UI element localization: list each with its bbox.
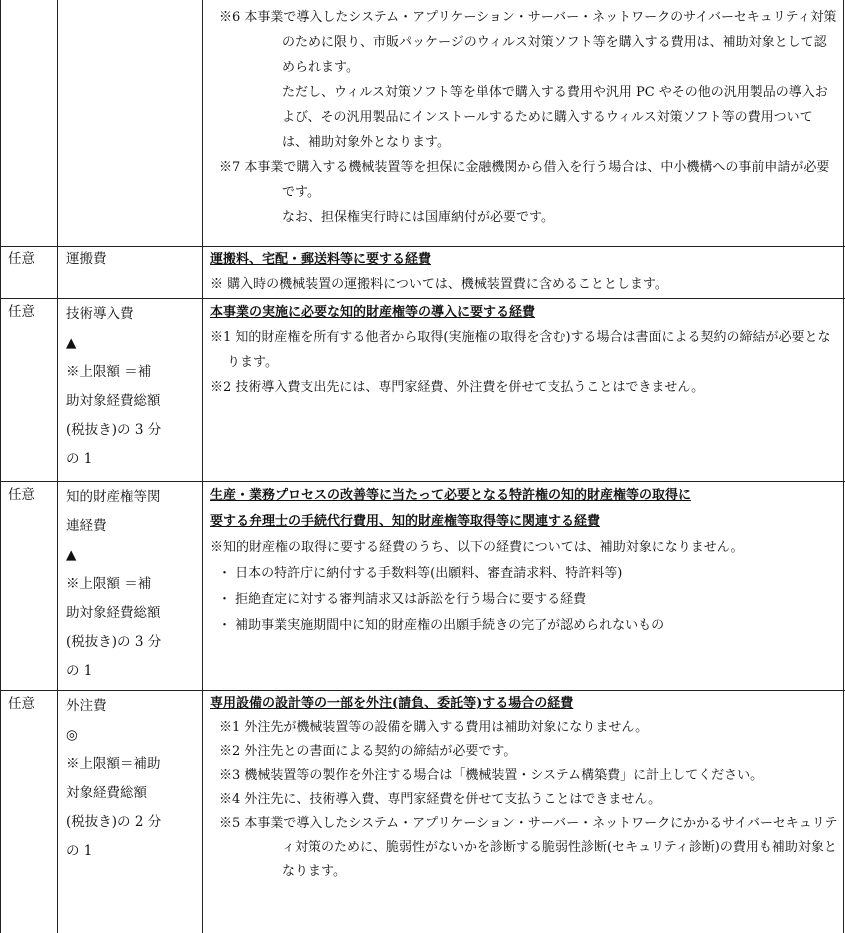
note-4: ※4 外注先に、技術導入費、専門家経費を併せて支払うことはできません。: [219, 792, 662, 807]
note-6: ※6 本事業で導入したシステム・アプリケーション・サーバー・ネットワークのサイバーセキュリティ対策のために限り、市販パッケージのウィルス対策ソフト等を購入する費用は、補助対象として認められます。: [219, 10, 837, 75]
table-row-ip-related: [210, 483, 838, 639]
table-border-right: [843, 0, 844, 933]
category-transport: 運搬費: [66, 251, 107, 267]
level-label: 任意: [8, 696, 35, 712]
category-technology-introduction: 技術導入費 ▲ ※上限額 ＝補 助対象経費総額 (税抜き)の 3 分 の 1: [66, 300, 200, 474]
row-title: 運搬料、宅配・郵送料等に要する経費: [210, 252, 432, 267]
note-6-continued: ただし、ウィルス対策ソフト等を単体で購入する費用や汎用 PC やその他の汎用製品の導入および、その汎用製品にインストールするために購入するウィルス対策ソフト等の費用ついては、補助対象外となります。: [282, 85, 828, 150]
column-divider-category: [202, 0, 203, 933]
category-outsourcing: 外注費 ◎ ※上限額＝補助 対象経費総額 (税抜き)の 2 分 の 1: [66, 692, 200, 866]
row-divider: [0, 298, 845, 299]
note: ※ 購入時の機械装置の運搬料については、機械装置費に含めることとします。: [210, 277, 668, 292]
row-title: 専用設備の設計等の一部を外注(請負、委託等)する場合の経費: [210, 696, 574, 711]
note-2: ※2 外注先との書面による契約の締結が必要です。: [219, 744, 517, 759]
row-divider: [0, 481, 845, 482]
category-ip-related: 知的財産権等関 連経費 ▲ ※上限額 ＝補 助対象経費総額 (税抜き)の 3 分 の 1: [66, 483, 200, 686]
row-title-line-1: 生産・業務プロセスの改善等に当たって必要となる特許権の知的財産権等の取得に: [210, 488, 692, 503]
table-row-transport: [210, 247, 838, 297]
list-item: ・ 補助事業実施期間中に知的財産権の出願手続きの完了が認められないもの: [218, 618, 665, 633]
row-title-line-2: 要する弁理士の手続代行費用、知的財産権等取得等に関連する経費: [210, 514, 601, 529]
triangle-marker: ▲: [66, 547, 77, 563]
list-item: ・ 拒絶査定に対する審判請求又は訴訟を行う場合に要する経費: [218, 592, 587, 607]
row-title: 本事業の実施に必要な知的財産権等の導入に要する経費: [210, 305, 536, 320]
note: ※知的財産権の取得に要する経費のうち、以下の経費については、補助対象になりません。: [210, 540, 744, 555]
list-item: ・ 日本の特許庁に納付する手数料等(出願料、審査請求料、特許料等): [218, 566, 623, 581]
row-divider: [0, 690, 845, 691]
column-divider-level: [57, 0, 58, 933]
note-1: ※1 外注先が機械装置等の設備を購入する費用は補助対象になりません。: [219, 720, 649, 735]
table-row-technology-introduction: [210, 300, 838, 400]
note-1: ※1 知的財産権を所有する他者から取得(実施権の取得を含む)する場合は書面による契約の締結が必要となります。: [210, 330, 831, 370]
double-circle-marker: ◎: [66, 727, 78, 743]
note-7: ※7 本事業で購入する機械装置等を担保に金融機関から借入を行う場合は、中小機構への事前申請が必要です。: [219, 160, 830, 200]
table-row-outsourcing: [210, 692, 838, 884]
note-5: ※5 本事業で導入したシステム・アプリケーション・サーバー・ネットワークにかかるサイバーセキュリティ対策のために、脆弱性がないかを診断する脆弱性診断(セキュリティ診断)の費用も補助対象となります。: [219, 816, 838, 879]
note-2: ※2 技術導入費支出先には、専門家経費、外注費を併せて支払うことはできません。: [210, 380, 705, 395]
level-label: 任意: [8, 304, 35, 320]
note-7-continued: なお、担保権実行時には国庫納付が必要です。: [282, 210, 554, 225]
table-row-continuation: [210, 5, 838, 230]
level-label: 任意: [8, 251, 35, 267]
level-label: 任意: [8, 487, 35, 503]
triangle-marker: ▲: [66, 335, 77, 351]
note-3: ※3 機械装置等の製作を外注する場合は「機械装置・システム構築費」に計上してください。: [219, 768, 764, 783]
table-border-left: [0, 0, 1, 933]
